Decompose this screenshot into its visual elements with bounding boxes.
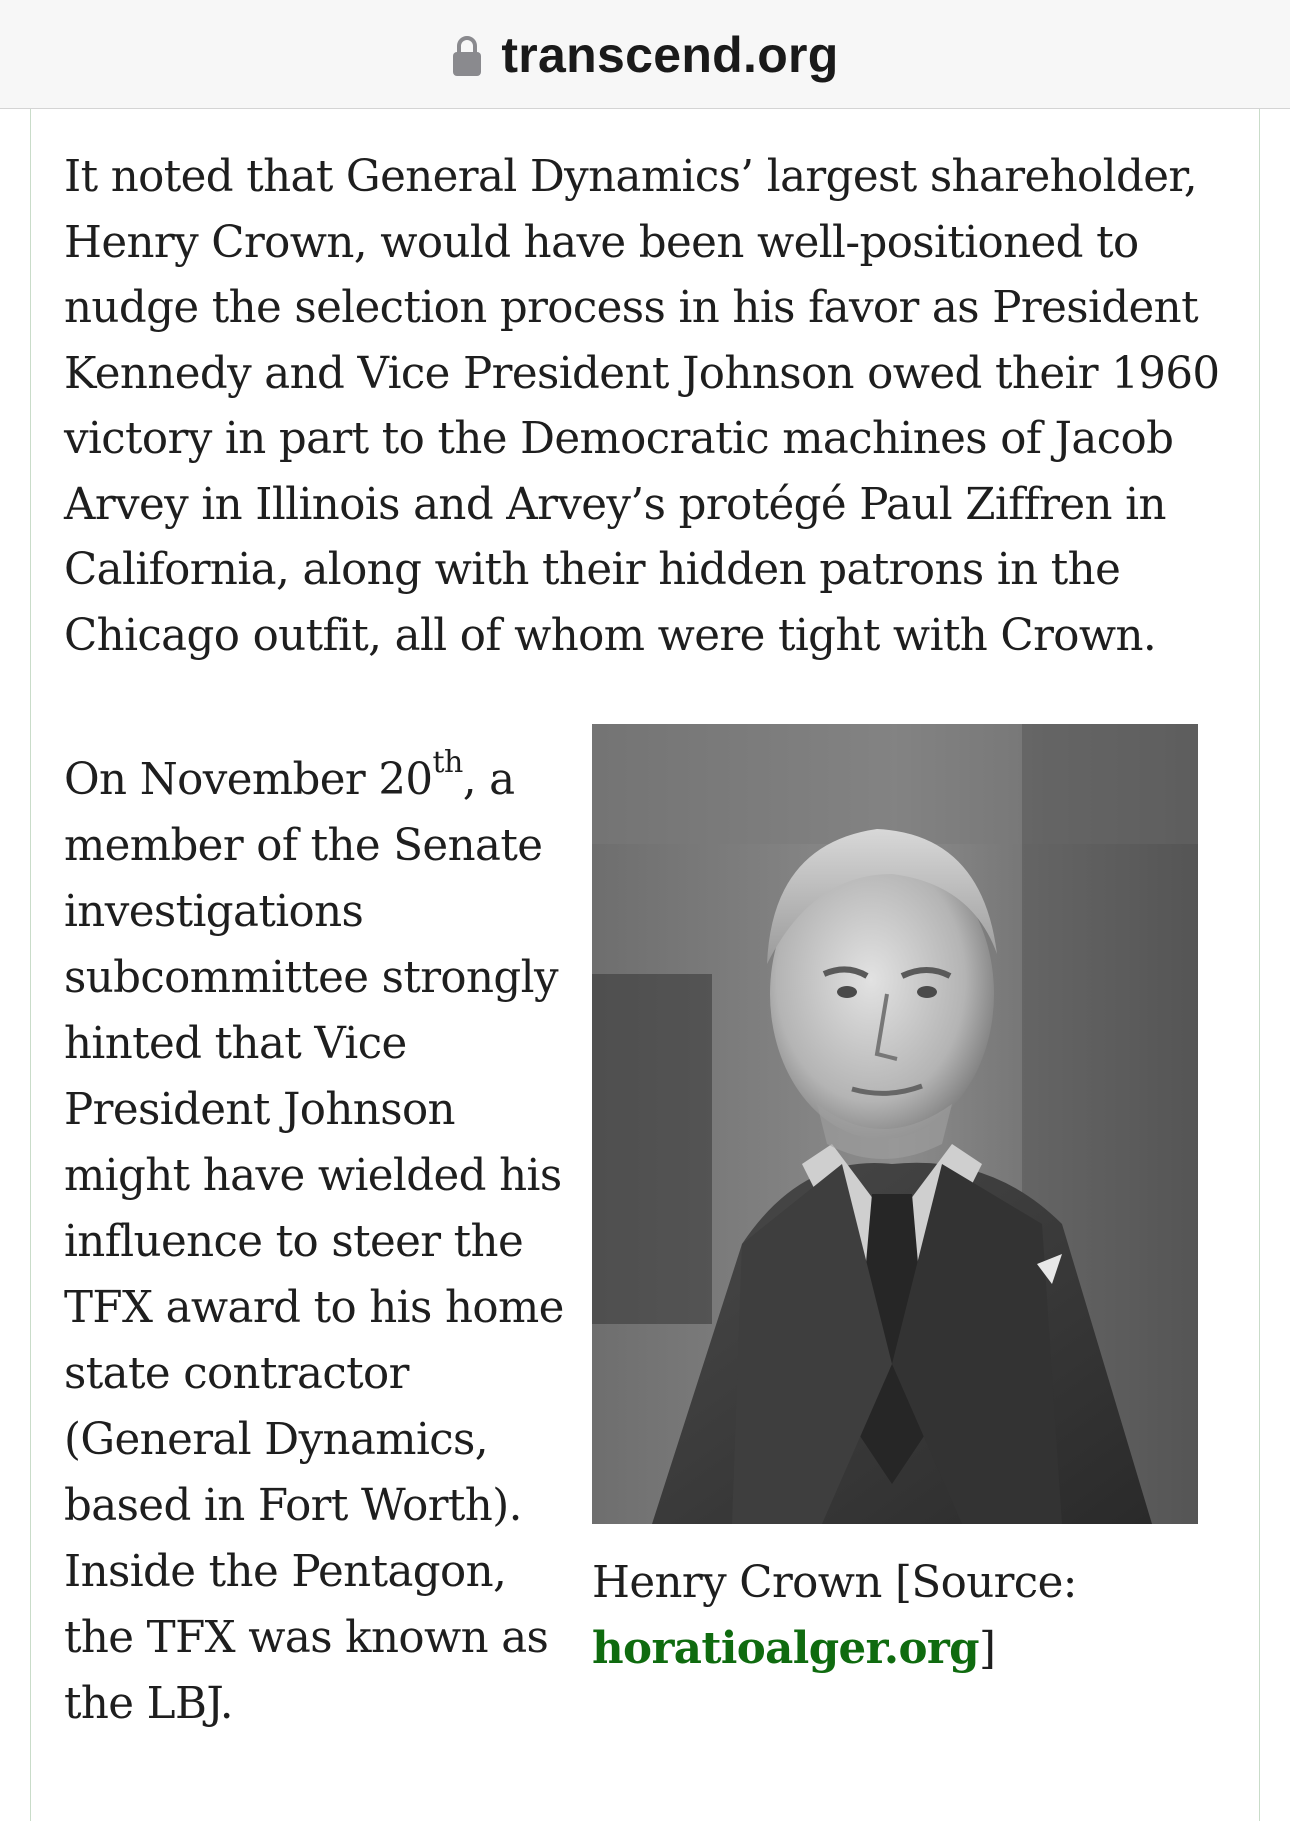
caption-prefix: Henry Crown [Source: <box>592 1558 1077 1608</box>
photo-caption <box>592 1551 1232 1682</box>
browser-address-bar[interactable] <box>0 0 1290 109</box>
henry-crown-photo[interactable] <box>592 724 1198 1524</box>
paragraph-2-start: On November 20 <box>64 755 433 805</box>
article-content <box>30 109 1260 1821</box>
article-paragraph-1: It noted that General Dynamics’ largest shareholder, Henry Crown, would have been well-positioned to nudge the selection process in his favor as President Kennedy and Vice President Johnson owed their 1960 victory in part to the Democratic machines of Jacob Arvey in Illinois and Arvey’s protégé Paul Ziffren in California, along with their hidden patrons in the Chicago outfit, all of whom were tight with Crown. <box>64 152 1220 661</box>
site-domain: transcend.org <box>501 27 839 83</box>
address-bar-content <box>451 26 838 84</box>
portrait-image <box>592 724 1198 1524</box>
source-link[interactable]: horatioalger.org <box>592 1623 979 1674</box>
lock-icon <box>451 33 483 77</box>
paragraph-2-rest: , a member of the Senate investigations subcommittee strongly hinted that Vice President Johnson might have wielded his influence to steer the TFX award to his home state contractor (General Dynamics, based in Fort Worth). Inside the Pentagon, the TFX was known as the LBJ. <box>64 755 564 1729</box>
caption-suffix: ] <box>979 1624 996 1674</box>
article-paragraph-2 <box>64 747 584 1737</box>
ordinal-suffix: th <box>432 745 463 780</box>
